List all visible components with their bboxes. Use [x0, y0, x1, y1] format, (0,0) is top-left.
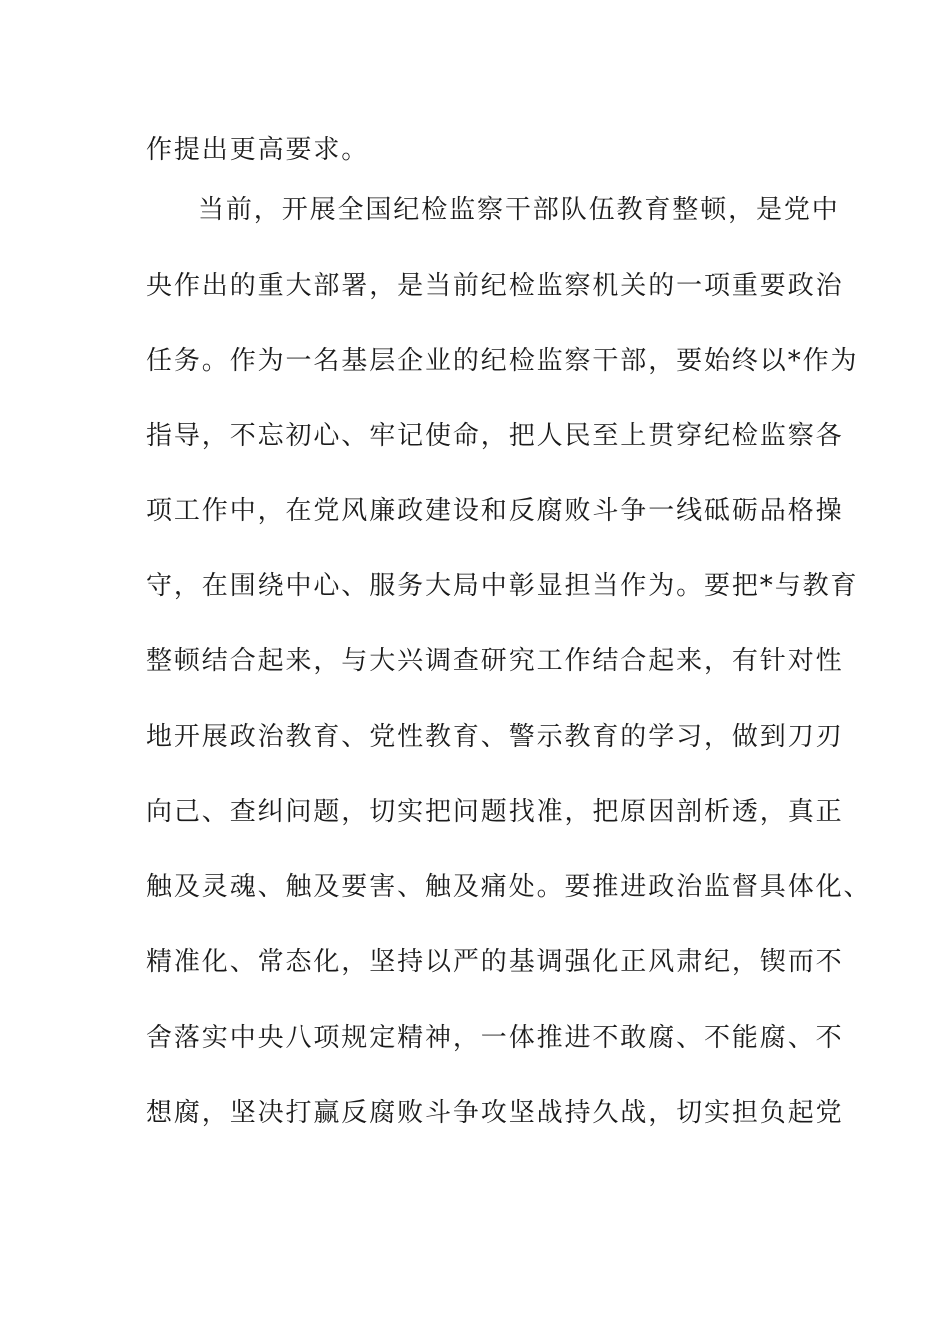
text-line: 向己、查纠问题，切实把问题找准，把原因剖析透，真正 [146, 797, 844, 827]
text-line: 触及灵魂、触及要害、触及痛处。要推进政治监督具体化、 [146, 872, 872, 902]
text-line: 守，在围绕中心、服务大局中彰显担当作为。要把*与教育 [146, 571, 859, 601]
text-line: 央作出的重大部署，是当前纪检监察机关的一项重要政治 [146, 271, 844, 301]
text-line: 想腐，坚决打赢反腐败斗争攻坚战持久战，切实担负起党 [146, 1098, 844, 1128]
paragraph-first-line: 当前，开展全国纪检监察干部队伍教育整顿，是党中 [198, 195, 840, 225]
text-line: 精准化、常态化，坚持以严的基调强化正风肃纪，锲而不 [146, 947, 844, 977]
text-line: 舍落实中央八项规定精神，一体推进不敢腐、不能腐、不 [146, 1023, 844, 1053]
text-line: 整顿结合起来，与大兴调查研究工作结合起来，有针对性 [146, 646, 844, 676]
text-line: 作提出更高要求。 [146, 135, 370, 165]
text-line: 指导，不忘初心、牢记使命，把人民至上贯穿纪检监察各 [146, 421, 844, 451]
text-line: 任务。作为一名基层企业的纪检监察干部，要始终以*作为 [146, 346, 859, 376]
text-line: 地开展政治教育、党性教育、警示教育的学习，做到刀刃 [146, 722, 844, 752]
text-line: 项工作中，在党风廉政建设和反腐败斗争一线砥砺品格操 [146, 496, 844, 526]
